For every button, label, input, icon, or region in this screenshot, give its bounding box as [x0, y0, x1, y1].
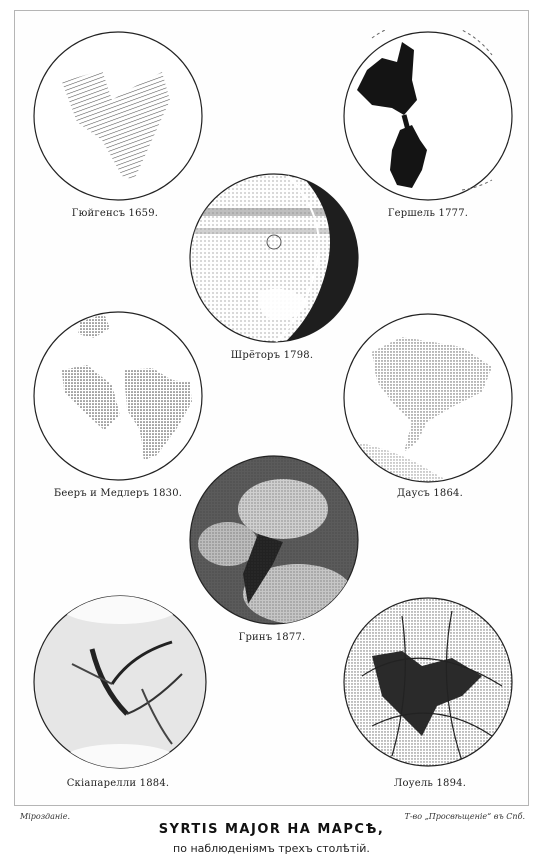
- footer-left: Мірозданіе.: [20, 812, 70, 821]
- green-caption: Гринъ 1877.: [238, 632, 306, 643]
- beer-madler-caption: Бееръ и Медлеръ 1830.: [53, 488, 183, 499]
- schroeter-caption: Шрёторъ 1798.: [230, 350, 314, 361]
- schroeter-disc: [188, 172, 360, 344]
- footer-right: Т-во „Просвѣщеніе“ въ Спб.: [404, 812, 525, 821]
- huygens-disc: [32, 30, 204, 202]
- schiaparelli-disc: [32, 594, 208, 770]
- green-disc: [188, 454, 360, 626]
- plate-title: SYRTIS MAJOR НА МАРСѢ,: [158, 822, 385, 837]
- lowell-disc: [342, 596, 514, 768]
- huygens-caption: Гюйгенсъ 1659.: [71, 208, 159, 219]
- herschel-caption: Гершель 1777.: [387, 208, 469, 219]
- dawes-caption: Даусъ 1864.: [397, 488, 463, 499]
- beer-madler-disc: [32, 310, 204, 482]
- plate-subtitle: по наблюденіямъ трехъ столѣтій.: [173, 842, 370, 855]
- dawes-disc: [342, 312, 514, 484]
- lowell-caption: Лоуель 1894.: [393, 778, 467, 789]
- herschel-disc: [342, 30, 514, 202]
- schiaparelli-caption: Скіапарелли 1884.: [66, 778, 170, 789]
